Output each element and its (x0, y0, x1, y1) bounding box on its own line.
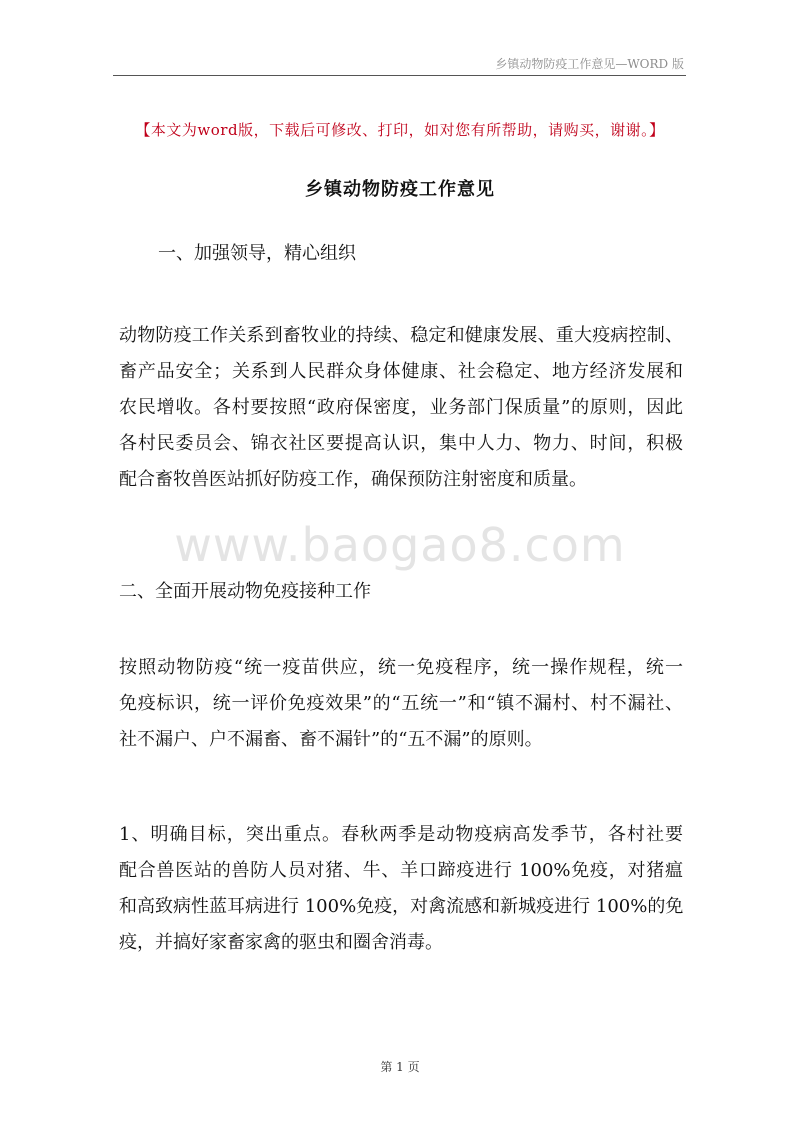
watermark-text: www.baogao8.com (174, 518, 626, 572)
paragraph-line: 和高致病性蓝耳病进行 100%免疫，对禽流感和新城疫进行 100%的免 (119, 896, 684, 917)
paragraph-line: 1、明确目标，突出重点。春秋两季是动物疫病高发季节，各村社要 (119, 824, 683, 845)
page-number: 第 1 页 (380, 1060, 420, 1074)
paragraph-line: 配合畜牧兽医站抓好防疫工作，确保预防注射密度和质量。 (119, 469, 587, 490)
paragraph-line: 动物防疫工作关系到畜牧业的持续、稳定和健康发展、重大疫病控制、 (119, 325, 683, 346)
paragraph-2 (119, 650, 683, 758)
paragraph-line: 免疫标识，统一评价免疫效果”的“五统一”和“镇不漏村、村不漏社、 (119, 693, 683, 714)
paragraph-line: 各村民委员会、锦衣社区要提高认识，集中人力、物力、时间，积极 (119, 433, 683, 454)
section-heading-1: 一、加强领导，精心组织 (158, 243, 356, 264)
paragraph-1 (119, 318, 683, 498)
paragraph-line: 疫，并搞好家畜家禽的驱虫和圈舍消毒。 (119, 932, 443, 953)
paragraph-3 (119, 817, 683, 961)
purchase-notice: 【本文为word版，下载后可修改、打印，如对您有所帮助，请购买，谢谢。】 (135, 121, 665, 139)
paragraph-line: 畜产品安全；关系到人民群众身体健康、社会稳定、地方经济发展和 (119, 361, 683, 382)
paragraph-line: 按照动物防疫“统一疫苗供应，统一免疫程序，统一操作规程，统一 (119, 657, 683, 678)
header-rule (113, 75, 686, 76)
paragraph-line: 农民增收。各村要按照“政府保密度，业务部门保质量”的原则，因此 (119, 397, 683, 418)
section-heading-2: 二、全面开展动物免疫接种工作 (119, 581, 371, 602)
paragraph-line: 配合兽医站的兽防人员对猪、牛、羊口蹄疫进行 100%免疫，对猪瘟 (119, 860, 683, 881)
document-title: 乡镇动物防疫工作意见 (305, 179, 495, 200)
paragraph-line: 社不漏户、户不漏畜、畜不漏针”的“五不漏”的原则。 (119, 729, 543, 750)
running-header: 乡镇动物防疫工作意见—WORD 版 (495, 57, 684, 71)
